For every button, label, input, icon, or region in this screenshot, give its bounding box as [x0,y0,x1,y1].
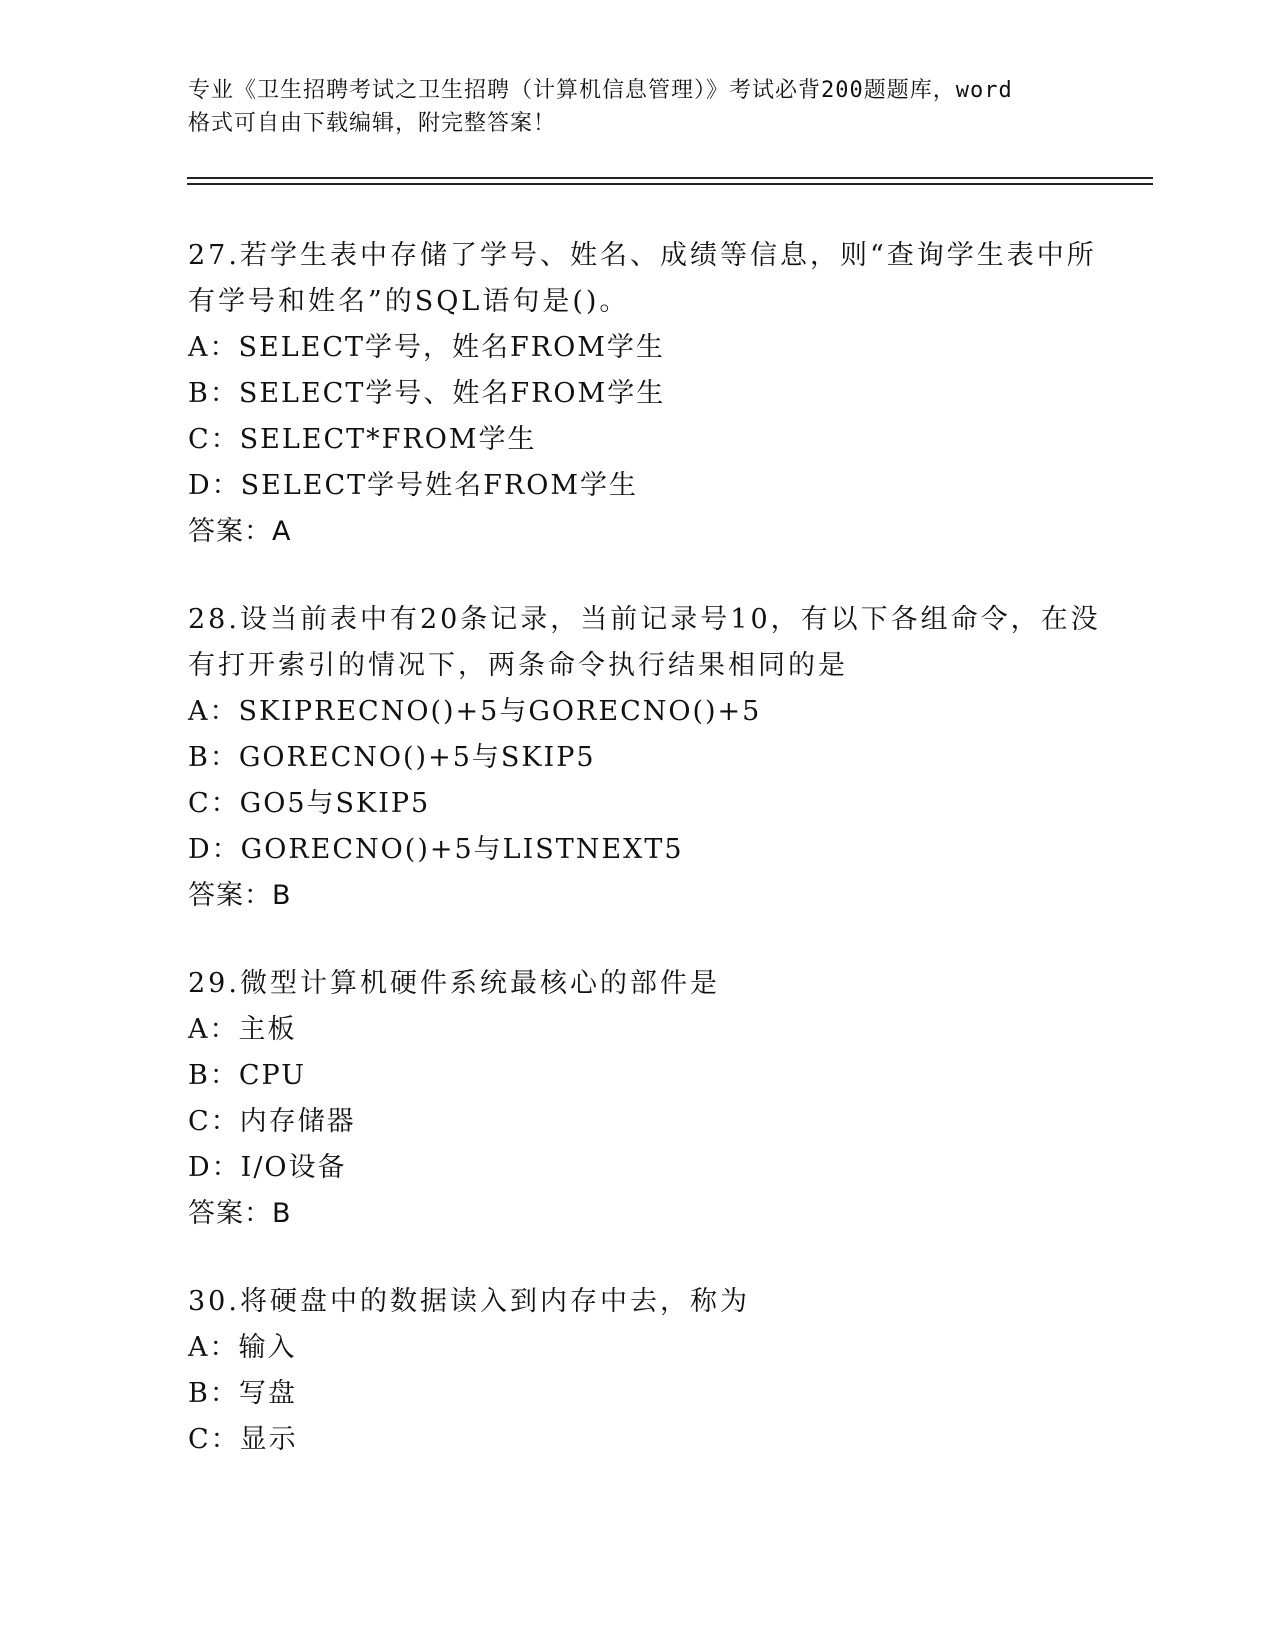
option-d: D：I/O设备 [188,1152,347,1183]
header-line-2: 格式可自由下载编辑，附完整答案！ [188,111,557,136]
option-a: A：主板 [188,1014,297,1045]
option-d: D：SELECT学号姓名FROM学生 [188,470,639,501]
header-line-1: 专业《卫生招聘考试之卫生招聘（计算机信息管理）》考试必背200题题库，word [188,78,1013,103]
option-a: A：SELECT学号，姓名FROM学生 [188,332,665,363]
option-a: A：输入 [188,1332,297,1363]
answer: 答案：B [188,880,292,911]
document-header [188,74,1088,140]
option-b: B：SELECT学号、姓名FROM学生 [188,378,666,409]
question-29 [188,961,1088,1237]
question-text-line: 有学号和姓名”的SQL语句是()。 [188,286,630,317]
option-c: C：SELECT*FROM学生 [188,424,537,455]
question-text-line: 30.将硬盘中的数据读入到内存中去，称为 [188,1286,750,1317]
header-divider-bottom [187,183,1153,185]
question-text [188,233,1097,325]
option-b: B：写盘 [188,1378,297,1409]
question-text-line: 29.微型计算机硬件系统最核心的部件是 [188,968,720,999]
option-c: C：显示 [188,1424,298,1455]
answer: 答案：B [188,1198,292,1229]
option-c: C：内存储器 [188,1106,356,1137]
option-a: A：SKIPRECNO()+5与GORECNO()+5 [188,696,762,727]
question-text [188,1279,1088,1325]
question-30 [188,1279,1088,1463]
question-27 [188,233,1097,555]
question-text-line: 27.若学生表中存储了学号、姓名、成绩等信息，则“查询学生表中所 [188,240,1097,271]
option-d: D：GORECNO()+5与LISTNEXT5 [188,834,684,865]
question-text-line: 28.设当前表中有20条记录，当前记录号10，有以下各组命令，在没 [188,604,1101,635]
question-28 [188,597,1101,919]
question-text [188,597,1101,689]
question-text-line: 有打开索引的情况下，两条命令执行结果相同的是 [188,650,848,681]
answer: 答案：A [188,516,292,547]
header-divider-top [187,177,1153,179]
question-text [188,961,1088,1007]
option-b: B：CPU [188,1060,306,1091]
option-c: C：GO5与SKIP5 [188,788,431,819]
option-b: B：GORECNO()+5与SKIP5 [188,742,596,773]
